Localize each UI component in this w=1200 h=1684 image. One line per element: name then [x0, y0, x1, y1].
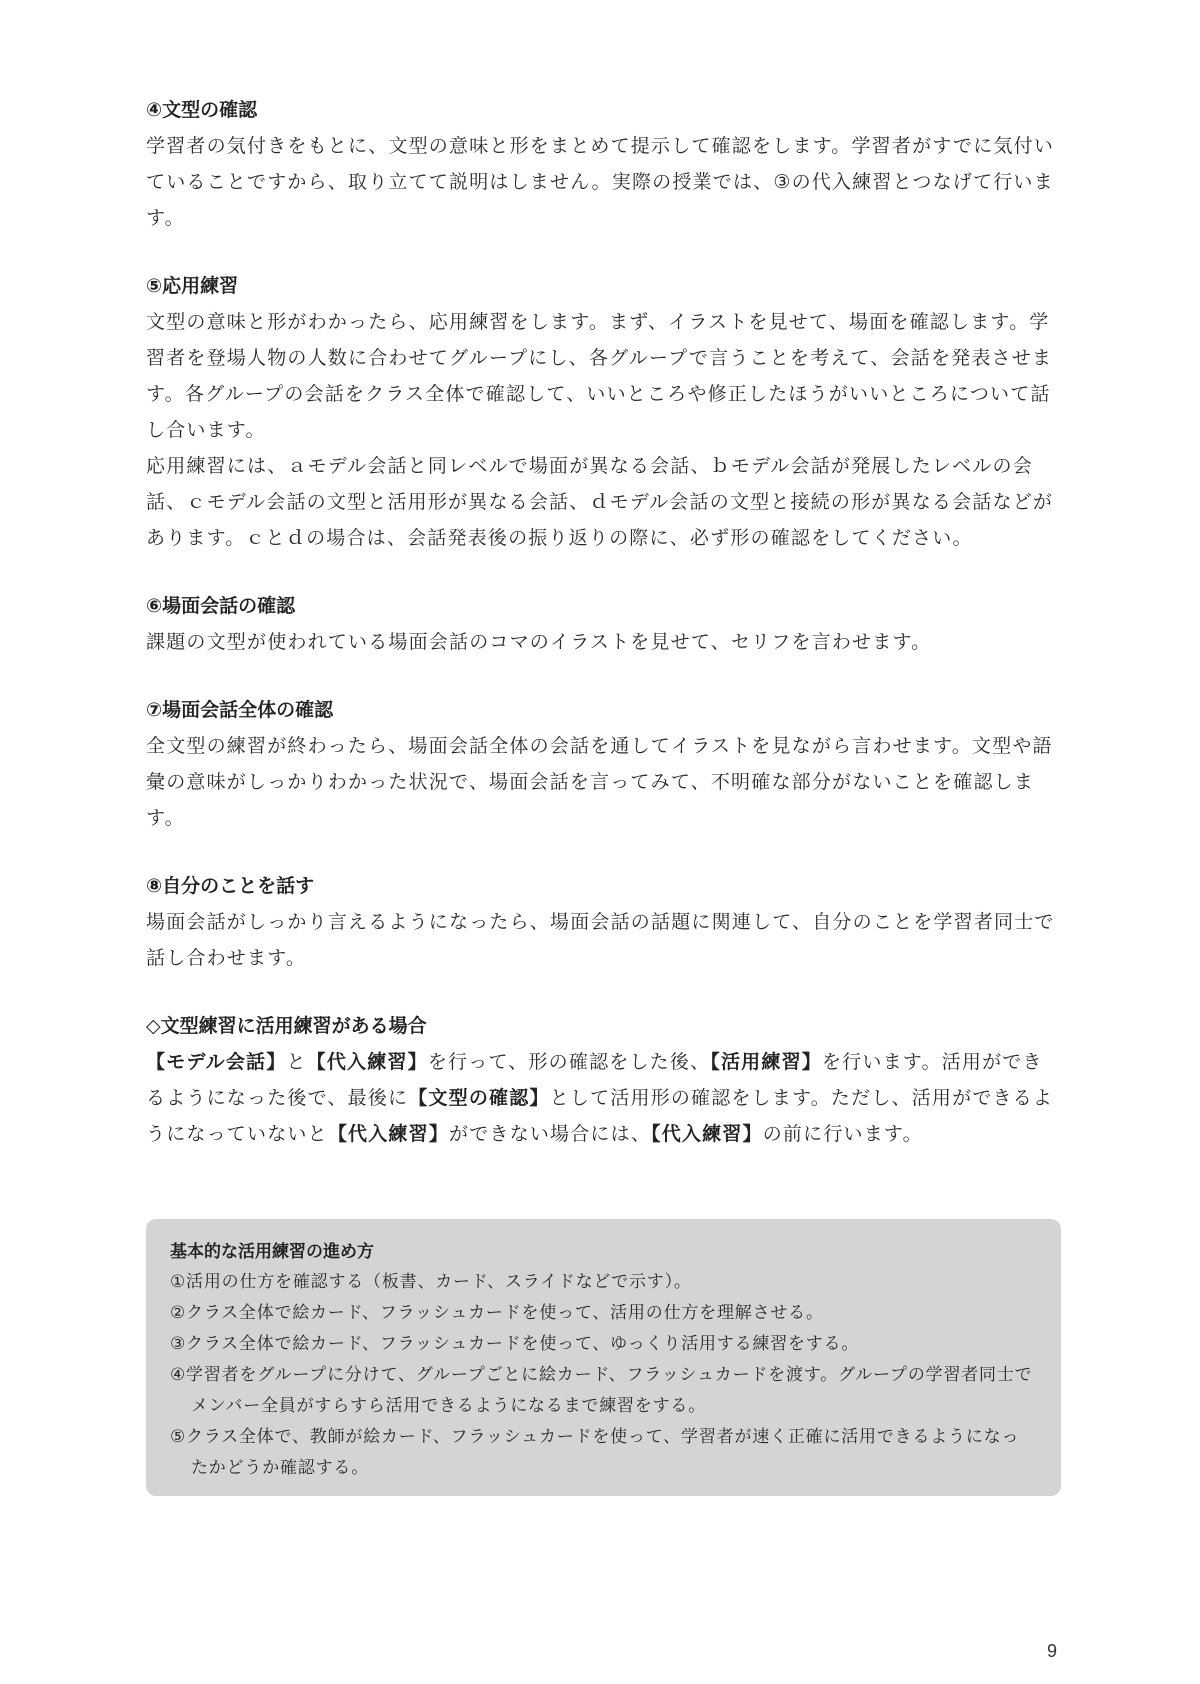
conjugation-steps-box: [146, 1219, 1061, 1496]
section-paragraph: 学習者の気付きをもとに、文型の意味と形をまとめて提示して確認をします。学習者がすでに気付いていることですから、取り立てて説明はしません。実際の授業では、③の代入練習とつなげて行います。: [146, 135, 1055, 229]
section-heading: ◇文型練習に活用練習がある場合: [146, 1015, 427, 1037]
section-scene-conversation-check: [146, 592, 1061, 660]
bold-term: 【代入練習】: [651, 1123, 763, 1145]
bold-term: 【文型の確認】: [408, 1087, 550, 1109]
section-heading: ⑤応用練習: [146, 275, 239, 297]
text-run: として活用形の確認をします。ただし、活用ができるようになっていないと: [146, 1087, 1054, 1145]
text-run: を行って、形の確認をした後、: [427, 1051, 711, 1073]
section-conjugation-case: [146, 1012, 1061, 1152]
section-paragraph: 場面会話がしっかり言えるようになったら、場面会話の話題に関連して、自分のことを学習者同士で話し合わせます。: [146, 911, 1055, 969]
box-list-item: ③クラス全体で絵カード、フラッシュカードを使って、ゆっくり活用する練習をする。: [170, 1334, 860, 1354]
bold-term: 【モデル会話】: [146, 1051, 287, 1073]
section-paragraph: 文型の意味と形がわかったら、応用練習をします。まず、イラストを見せて、場面を確認します。学習者を登場人物の人数に合わせてグループにし、各グループで言うことを考えて、会話を発表させます。各グループの会話をクラス全体で確認して、いいところや修正したほうがいいところについて話し合います。: [146, 311, 1053, 441]
section-heading: ④文型の確認: [146, 99, 258, 121]
bold-term: 【代入練習】: [327, 1123, 450, 1145]
section-whole-conversation-check: [146, 696, 1061, 836]
box-list-item: ⑤クラス全体で、教師が絵カード、フラッシュカードを使って、学習者が速く正確に活用できるようになったかどうか確認する。: [170, 1427, 1020, 1478]
section-heading: ⑥場面会話の確認: [146, 595, 296, 617]
section-sentence-pattern-check: [146, 96, 1061, 236]
page-content: [146, 96, 1061, 1188]
section-applied-practice: [146, 272, 1061, 556]
bold-term: 【活用練習】: [710, 1051, 822, 1073]
page-number: 9: [1047, 1641, 1058, 1661]
section-talk-about-yourself: [146, 872, 1061, 976]
text-run: と: [286, 1051, 307, 1073]
box-list-item: ②クラス全体で絵カード、フラッシュカードを使って、活用の仕方を理解させる。: [170, 1303, 824, 1323]
section-paragraph: 応用練習には、ａモデル会話と同レベルで場面が異なる会話、ｂモデル会話が発展したレベルの会話、ｃモデル会話の文型と活用形が異なる会話、ｄモデル会話の文型と接続の形が異なる会話などがあります。ｃとｄの場合は、会話発表後の振り返りの際に、必ず形の確認をしてください。: [146, 455, 1054, 549]
section-heading: ⑦場面会話全体の確認: [146, 699, 334, 721]
section-heading: ⑧自分のことを話す: [146, 875, 315, 897]
text-run: ができない場合には、: [449, 1123, 652, 1145]
text-run: を行います。活用ができるようになった後で、最後に: [146, 1051, 1043, 1109]
bold-term: 【代入練習】: [306, 1051, 428, 1073]
conjugation-case-paragraph: [146, 1044, 1061, 1152]
section-paragraph: 全文型の練習が終わったら、場面会話全体の会話を通してイラストを見ながら言わせます。文型や語彙の意味がしっかりわかった状況で、場面会話を言ってみて、不明確な部分がないことを確認します。: [146, 735, 1053, 829]
text-run: の前に行います。: [762, 1123, 923, 1145]
box-title: 基本的な活用練習の進め方: [170, 1242, 374, 1262]
box-list-item: ①活用の仕方を確認する（板書、カード、スライドなどで示す）。: [170, 1272, 692, 1292]
section-paragraph: 課題の文型が使われている場面会話のコマのイラストを見せて、セリフを言わせます。: [146, 631, 932, 653]
box-list-item: ④学習者をグループに分けて、グループごとに絵カード、フラッシュカードを渡す。グループの学習者同士でメンバー全員がすらすら活用できるようになるまで練習をする。: [170, 1365, 1033, 1416]
